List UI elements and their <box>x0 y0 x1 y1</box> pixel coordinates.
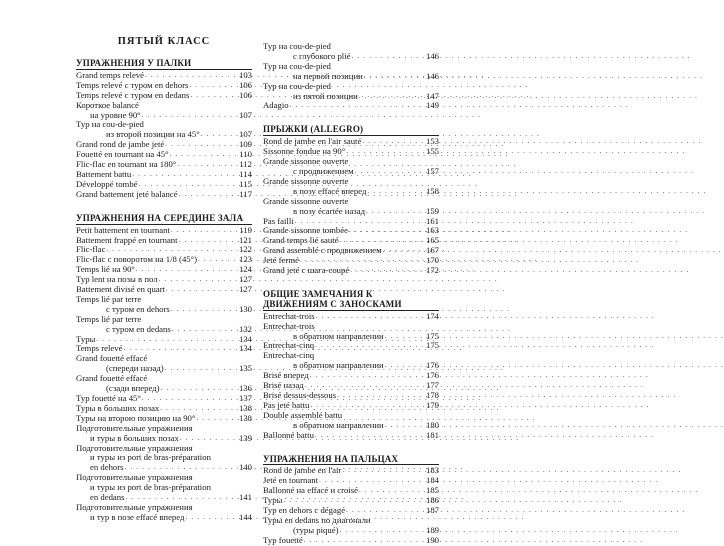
toc-page-number: 177 <box>425 380 439 391</box>
toc-entry-title: на первой позиции <box>293 70 363 81</box>
toc-entry-title: Rond de jambe en l'air sauté <box>263 136 362 147</box>
toc-entry-title: Pas failli <box>263 215 294 226</box>
toc-entry-title: Тур en dehors с dégagé <box>263 505 346 516</box>
toc-entry-title: с туром en dehors <box>106 303 170 314</box>
dot-leader <box>358 486 425 496</box>
toc-page-number: 190 <box>425 534 439 545</box>
dot-leader <box>345 147 425 157</box>
toc-page-number: 134 <box>238 343 252 354</box>
toc-entry-title: и туры из port de bras-préparation <box>90 452 211 463</box>
dot-leader <box>366 187 425 197</box>
toc-entry-title: Тур на cou-de-pied <box>76 119 144 130</box>
toc-page-number: 130 <box>238 303 252 314</box>
toc-entry-title: Entrechat-cinq <box>263 340 315 351</box>
toc-entry-title: с глубокого plié <box>293 50 351 61</box>
toc-page-number: 176 <box>425 370 439 381</box>
dot-leader <box>200 130 238 140</box>
dot-leader <box>164 364 238 374</box>
section-heading: УПРАЖНЕНИЯ У ПАЛКИ <box>76 58 192 68</box>
toc-entry-title: Grande sissonne ouverte <box>263 175 349 186</box>
toc-entry-title: Короткое balancé <box>76 99 139 110</box>
toc-entry <box>76 226 252 236</box>
toc-page-number: 159 <box>425 205 439 216</box>
dot-leader <box>338 526 425 536</box>
toc-entry-title: Подготовительные упражнения <box>76 442 193 453</box>
toc-page-number: 124 <box>238 264 252 275</box>
toc-entry-title: (спереди назад) <box>106 363 164 374</box>
toc-entry-title: en dehors <box>90 462 124 473</box>
dot-leader <box>160 384 239 394</box>
toc-page-number: 178 <box>425 390 439 400</box>
dot-leader <box>354 167 425 177</box>
toc-entry-title: Battement divisé en quart <box>76 284 166 295</box>
toc-entry-title: Подготовительные упражнения <box>76 472 193 483</box>
toc-entry-title: Тур на cou-de-pied <box>263 60 331 71</box>
toc-page-number: 136 <box>238 383 252 394</box>
toc-page-number: 109 <box>238 139 252 150</box>
toc-entry-title: с туром en dedans <box>106 323 171 334</box>
dot-leader <box>188 81 238 91</box>
toc-entry <box>76 354 252 364</box>
toc-page-number: 184 <box>425 475 439 486</box>
toc-entry-title: Brisé вперед <box>263 370 309 381</box>
toc-entry-title: Тур на cou-de-pied <box>263 80 331 91</box>
toc-page-number: 121 <box>238 234 252 245</box>
toc-entry-title: Grande sissonne tombée <box>263 225 348 236</box>
toc-entry <box>263 42 439 52</box>
dot-leader <box>314 431 425 441</box>
dot-leader <box>131 170 238 180</box>
dot-leader <box>384 332 425 342</box>
dot-leader <box>351 52 426 62</box>
toc-entry <box>76 325 252 335</box>
toc-page-number: 183 <box>425 465 439 476</box>
toc-entry-title: Sissonne fondue на 90° <box>263 146 346 157</box>
toc-page-number: 181 <box>425 429 439 440</box>
toc-entry <box>76 513 252 523</box>
toc-page-number: 106 <box>238 79 252 90</box>
dot-leader <box>358 92 425 102</box>
toc-entry-title: Flic-flac en tournant на 180° <box>76 159 177 170</box>
toc-entry-title: Туры в больших позах <box>76 402 160 413</box>
toc-entry-title: Petit battement en tournant <box>76 224 170 235</box>
toc-entry-title: в позу effacé вперед <box>293 185 367 196</box>
toc-entry-title: Jeté en tournant <box>263 475 319 486</box>
dot-leader <box>184 513 238 523</box>
toc-entry <box>263 536 439 546</box>
toc-page-number: 140 <box>238 462 252 473</box>
toc-entry-title: Grand temps relevé <box>76 69 145 80</box>
dot-leader <box>164 140 238 150</box>
toc-entry-title: Grand jeté с шага-coupé <box>263 265 350 276</box>
toc-page-number: 106 <box>238 89 252 100</box>
toc-page-number: 165 <box>425 235 439 246</box>
toc-page-number: 186 <box>425 495 439 506</box>
dot-leader <box>309 371 425 381</box>
toc-page-number: 135 <box>238 363 252 374</box>
toc-page-number: 114 <box>239 168 252 179</box>
toc-page-number: 107 <box>238 109 252 120</box>
toc-entry <box>76 374 252 384</box>
toc-page-number: 127 <box>238 274 252 285</box>
toc-page-number: 132 <box>238 323 252 334</box>
dot-leader <box>365 207 425 217</box>
toc-entry-title: Temps lié par terre <box>76 293 142 304</box>
toc-entry-title: Тур fouetté <box>263 534 303 545</box>
toc-entry-title: Grand assemblé с продвижением <box>263 245 382 256</box>
toc-entry-title: Fouetté en tournant на 45° <box>76 149 169 160</box>
dot-leader <box>141 111 238 121</box>
toc-page-number: 117 <box>239 188 252 199</box>
dot-leader <box>178 236 238 246</box>
toc-page-number: 187 <box>425 505 439 516</box>
toc-entry <box>263 486 439 496</box>
toc-page-number: 153 <box>425 136 439 147</box>
dot-leader <box>178 190 238 200</box>
toc-entry-title: Grand fouetté effacé <box>76 353 148 364</box>
toc-page-number: 180 <box>425 419 439 430</box>
toc-entry-title: Temps relevé <box>76 343 123 354</box>
toc-entry-title: Тур lent на позы в пол <box>76 274 158 285</box>
dot-leader <box>363 72 425 82</box>
toc-page-number: 149 <box>425 100 439 111</box>
toc-entry <box>263 207 439 217</box>
dot-leader <box>303 536 425 546</box>
toc-page-number: 134 <box>238 333 252 344</box>
toc-page-number: 122 <box>238 244 252 255</box>
dot-leader <box>195 414 238 424</box>
toc-entry-title: и тур в позе effacé вперед <box>90 511 185 522</box>
toc-entry-title: Туры en dedans по диагонали <box>263 514 371 525</box>
toc-entry-title: Grand rond de jambe jeté <box>76 139 165 150</box>
dot-leader <box>361 137 425 147</box>
toc-page-number: 157 <box>425 165 439 176</box>
dot-leader <box>289 101 425 111</box>
section-heading: УПРАЖНЕНИЯ НА СЕРЕДИНЕ ЗАЛА <box>76 212 244 223</box>
toc-entry-title: Туры <box>76 333 96 344</box>
toc-entry-title: (туры piqué) <box>293 524 339 535</box>
toc-page-number: 167 <box>425 245 439 256</box>
dot-leader <box>348 226 425 236</box>
toc-entry-title: Battement frappé en tournant <box>76 234 178 245</box>
toc-entry-title: Тур на cou-de-pied <box>263 41 331 51</box>
toc-entry <box>263 266 439 276</box>
toc-entry-title: в обратном направлении <box>293 360 384 371</box>
dot-leader <box>189 91 238 101</box>
toc-entry-title: Тур fouetté на 45° <box>76 393 141 403</box>
toc-entry-title: Подготовительные упражнения <box>76 501 193 512</box>
toc-page-number: 174 <box>425 310 439 321</box>
toc-entry-title: Entrechat-cinq <box>263 350 315 361</box>
toc-page-number: 175 <box>425 340 439 351</box>
dot-leader <box>349 266 425 276</box>
chapter-title: ПЯТЫЙ КЛАСС <box>117 36 211 47</box>
toc-entry-title: Temps lié на 90° <box>76 264 135 275</box>
toc-page-number: 138 <box>238 402 252 413</box>
dot-leader <box>170 226 238 236</box>
toc-entry-title: Grand fouetté effacé <box>76 373 148 384</box>
dot-leader <box>165 285 238 295</box>
toc-page-number: 103 <box>238 69 252 80</box>
toc-page-number: 110 <box>239 149 252 160</box>
toc-entry-title: из второй позиции на 45° <box>106 129 200 140</box>
dot-leader <box>169 150 238 160</box>
toc-page-number: 112 <box>239 159 252 170</box>
toc-page-number: 185 <box>425 485 439 496</box>
toc-page-number: 115 <box>239 178 252 189</box>
toc-entry-title: Entrechat-trois <box>263 310 315 321</box>
dot-leader <box>341 466 425 476</box>
toc-page-number: 137 <box>238 393 252 403</box>
toc-entry-title: Ballonné на effacé и croisé <box>263 485 359 496</box>
dot-leader <box>197 255 238 265</box>
toc-entry-title: Temps lié par terre <box>76 313 142 324</box>
dot-leader <box>384 421 425 431</box>
toc-entry-title: и туры в больших позах <box>90 432 179 443</box>
toc-entry-title: Pas jeté battu <box>263 399 310 410</box>
toc-entry-title: в позу écartée назад <box>293 205 366 216</box>
toc-entry-title: в обратном направлении <box>293 419 384 430</box>
toc-page-number: 161 <box>425 215 439 226</box>
toc-page-number: 127 <box>238 284 252 295</box>
toc-page-number: 176 <box>425 360 439 371</box>
section-heading: ПРЫЖКИ (ALLEGRO) <box>263 124 364 135</box>
toc-entry-title: Grand temps lié sauté <box>263 235 339 246</box>
toc-entry-title: Flic-flac с поворотом на 1/8 (45°) <box>76 254 198 265</box>
toc-entry-title: en dedans <box>90 492 125 503</box>
toc-entry-title: с продвижением <box>293 165 354 176</box>
toc-entry-title: (сзади вперед) <box>106 383 160 394</box>
toc-page-number: 146 <box>425 50 439 61</box>
dot-leader <box>170 305 238 315</box>
toc-entry-title: Туры <box>263 495 283 506</box>
toc-entry-title: Grand battement jeté balancé <box>76 188 178 199</box>
toc-page-number: 123 <box>238 254 252 265</box>
toc-entry-title: и туры из port de bras-préparation <box>90 482 211 493</box>
toc-page-number: 163 <box>425 225 439 236</box>
toc-page-number: 107 <box>238 129 252 140</box>
toc-entry-title: Double assemblé battu <box>263 409 343 420</box>
toc-entry-title: Ballonné battu <box>263 429 314 440</box>
toc-entry-title: Temps relevé с туром en dehors <box>76 79 189 90</box>
toc-entry-title: Rond de jambe en l'air <box>263 465 342 476</box>
toc-entry-title: Développé tombé <box>76 178 138 189</box>
toc-page-number: 138 <box>238 412 252 423</box>
dot-leader <box>315 312 425 322</box>
toc-page-number: 119 <box>239 224 252 235</box>
toc-entry <box>263 516 439 526</box>
toc-page-number: 146 <box>425 70 439 81</box>
toc-column-right <box>263 42 439 546</box>
toc-page-number: 189 <box>425 524 439 535</box>
toc-entry-title: Подготовительные упражнения <box>76 422 193 433</box>
toc-entry-title: на уровне 90° <box>90 109 141 120</box>
section-heading: ОБЩИЕ ЗАМЕЧАНИЯ К ДВИЖЕНИЯМ С ЗАНОСКАМИ <box>263 288 402 309</box>
toc-entry-title: Battement battu <box>76 168 132 179</box>
toc-entry-title: Brisé dessus-dessous <box>263 390 337 400</box>
toc-entry-title: Туры на второю позицию на 90° <box>76 412 196 423</box>
section-heading: УПРАЖНЕНИЯ НА ПАЛЬЦАХ <box>263 453 399 464</box>
toc-page-number: 155 <box>425 146 439 157</box>
toc-entry-title: Entrechat-trois <box>263 320 315 331</box>
dot-leader <box>158 275 238 285</box>
toc-page-number: 141 <box>238 492 252 503</box>
toc-entry-title: Brisé назад <box>263 380 304 391</box>
toc-entry-title: Grande sissonne ouverte <box>263 156 349 167</box>
toc-entry-title: Grande sissonne ouverte <box>263 195 349 206</box>
toc-page-number: 158 <box>425 185 439 196</box>
dot-leader <box>171 325 238 335</box>
toc-page-number: 139 <box>238 432 252 443</box>
toc-entry-title: Jeté fermé <box>263 255 299 266</box>
toc-page-number: 147 <box>425 90 439 101</box>
toc-entry <box>263 431 439 441</box>
toc-entry <box>263 101 439 111</box>
toc-page-number: 172 <box>425 265 439 276</box>
toc-entry-title: Flic-flac <box>76 244 106 255</box>
dot-leader <box>382 246 425 256</box>
toc-entry <box>263 92 439 102</box>
dot-leader <box>384 361 425 371</box>
toc-entry <box>76 190 252 200</box>
toc-entry-title: Temps relevé с туром en dedans <box>76 89 190 100</box>
toc-column-left <box>76 59 252 523</box>
toc-page-number: 144 <box>238 511 252 522</box>
toc-entry-title: в обратном направлении <box>293 330 384 341</box>
toc-entry-title: из пятой позиции <box>293 90 358 101</box>
dot-leader <box>314 341 425 351</box>
dot-leader <box>176 160 238 170</box>
toc-entry-title: Adagio <box>263 100 289 111</box>
toc-page-number: 175 <box>425 330 439 341</box>
toc-page-number: 179 <box>425 399 439 410</box>
toc-page-number: 170 <box>425 255 439 266</box>
dot-leader <box>336 391 425 401</box>
